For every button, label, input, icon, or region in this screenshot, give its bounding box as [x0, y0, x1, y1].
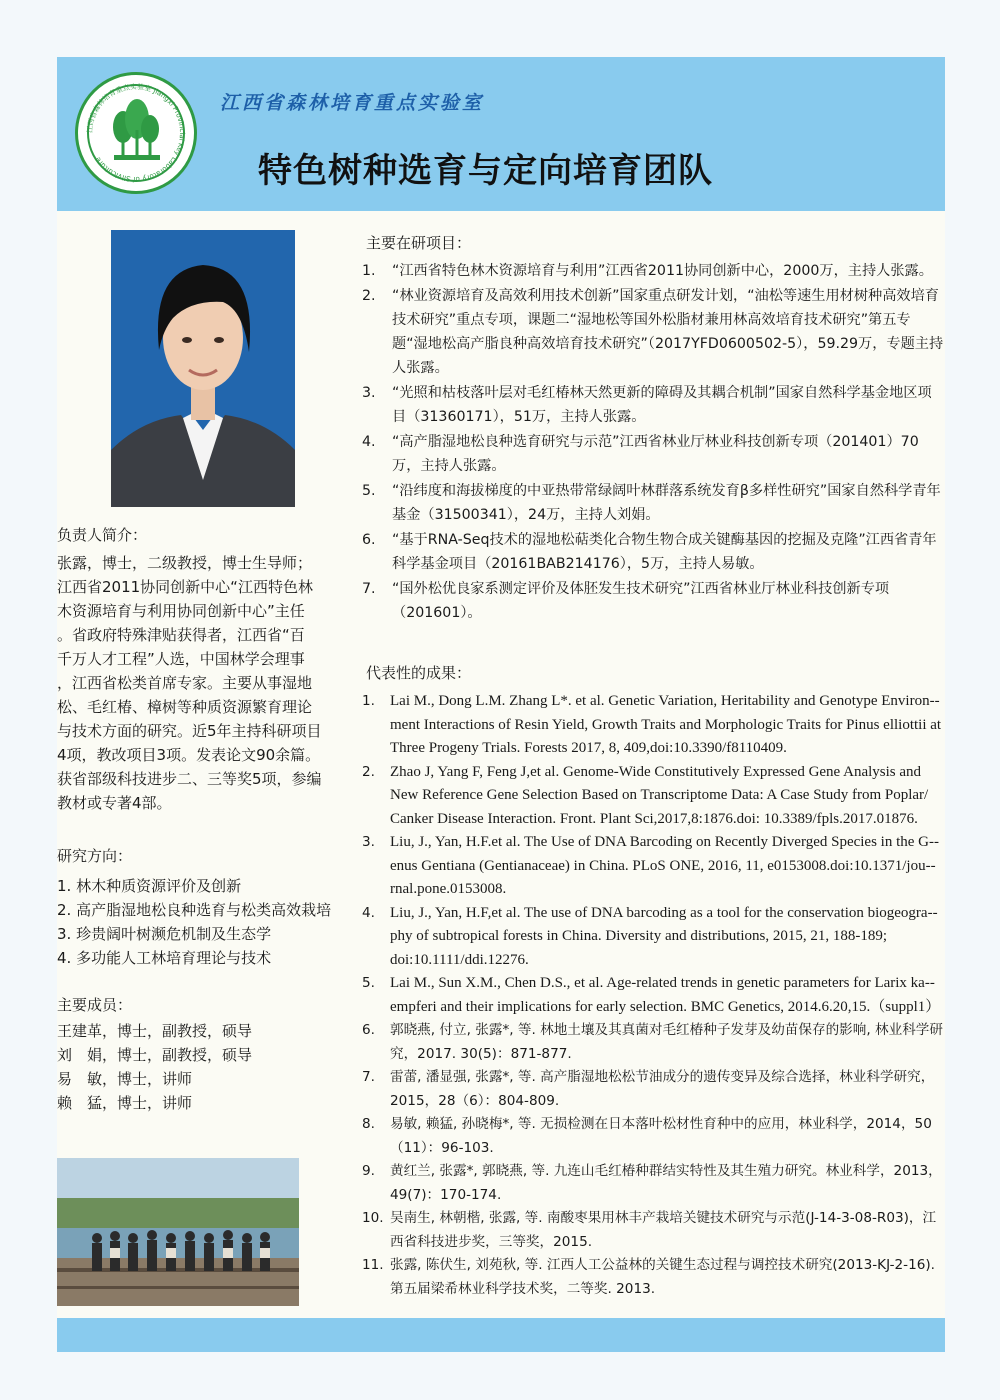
- leader-section: [57, 523, 367, 815]
- bio-line: 江西省2011协同创新中心“江西特色林: [57, 578, 313, 596]
- achievement-item: [362, 831, 945, 902]
- achievements-heading: 代表性的成果：: [366, 664, 472, 682]
- achievement-text: Liu, J., Yan, H.F.et al. The Use of DNA Barcoding on Recently Diverged Species in the G--enus Gentiana (Gentianaceae) in China. PLoS ONE, 2016, 11, e0153008.doi:10.1371/jou--rnal.pone.0153008.: [390, 834, 939, 897]
- leader-heading: 负责人简介：: [57, 526, 148, 544]
- footer-band: [57, 1318, 945, 1352]
- lab-logo: [75, 72, 197, 194]
- project-text: “沿纬度和海拔梯度的中亚热带常绿阔叶林群落系统发育β多样性研究”国家自然科学青年基金（31500341），24万，主持人刘娟。: [392, 483, 941, 523]
- project-text: “高产脂湿地松良种选育研究与示范”江西省林业厅林业科技创新专项（201401）70万，主持人张露。: [392, 434, 919, 474]
- achievement-number: 11.: [362, 1257, 384, 1273]
- achievement-text: 黄红兰, 张露*, 郭晓燕, 等. 九连山毛红椿种群结实特性及其生殖力研究。林业科学，2013，49(7)：170-174.: [390, 1163, 942, 1203]
- team-group-photo: [57, 1158, 299, 1306]
- project-text: “光照和枯枝落叶层对毛红椿林天然更新的障碍及其耦合机制”国家自然科学基金地区项目（31360171），51万，主持人张露。: [392, 385, 932, 425]
- bio-line: ，江西省松类首席专家。主要从事湿地: [57, 674, 313, 692]
- member-item: 易 敏，博士，讲师: [57, 1070, 193, 1088]
- achievement-item: [362, 1207, 945, 1254]
- bio-line: 。省政府特殊津贴获得者，江西省“百: [57, 626, 305, 644]
- project-number: 2.: [362, 288, 376, 304]
- project-number: 3.: [362, 385, 376, 401]
- portrait-image: [111, 230, 295, 507]
- research-section: [57, 844, 367, 970]
- achievement-item: [362, 972, 945, 1019]
- research-item: 3. 珍贵阔叶树濒危机制及生态学: [57, 925, 272, 943]
- achievements-list: [362, 690, 945, 1301]
- achievement-number: 2.: [362, 763, 375, 780]
- team-title: 特色树种选育与定向培育团队: [258, 151, 713, 191]
- achievement-number: 4.: [362, 904, 375, 921]
- project-number: 4.: [362, 434, 376, 450]
- project-number: 7.: [362, 581, 376, 597]
- bio-line: 千万人才工程”人选，中国林学会理事: [57, 650, 305, 668]
- achievement-text: Lai M., Dong L.M. Zhang L*. et al. Genetic Variation, Heritability and Genotype Environ--ment Interactions of Resin Yield, Growth Traits and Morphologic Traits for Pinus elliottii at Three Progeny Trials. Forests 2017, 8, 409,doi:10.3390/f8110409.: [390, 693, 942, 756]
- research-item: 1. 林木种质资源评价及创新: [57, 877, 242, 895]
- leader-bio: [57, 551, 367, 815]
- achievement-text: 易敏, 赖猛, 孙晓梅*, 等. 无损检测在日本落叶松材性育种中的应用，林业科学，2014，50（11）：96-103.: [390, 1116, 932, 1156]
- bio-line: 教材或专著4部。: [57, 794, 172, 812]
- projects-list: [362, 259, 945, 625]
- bio-line: 松、毛红椿、樟树等种质资源繁育理论: [57, 698, 313, 716]
- projects-section: [362, 259, 945, 626]
- members-heading: 主要成员：: [57, 996, 133, 1014]
- project-number: 5.: [362, 483, 376, 499]
- bio-line: 获省部级科技进步二、三等奖5项，参编: [57, 770, 322, 788]
- achievement-number: 3.: [362, 834, 375, 850]
- tree-icon: [78, 75, 194, 191]
- achievement-number: 6.: [362, 1022, 375, 1038]
- achievement-item: [362, 1113, 945, 1160]
- logo-text-path: 江西省森林培育重点实验室 Jiangxi Provincial Key Laboratory of Silviculture: [85, 82, 187, 184]
- achievement-text: 雷蕾, 潘显强, 张露*, 等. 高产脂湿地松松节油成分的遗传变异及综合选择，林业科学研究，2015，28（6）：804-809.: [390, 1069, 935, 1109]
- project-item: [362, 528, 945, 576]
- achievement-number: 9.: [362, 1163, 375, 1179]
- achievement-number: 8.: [362, 1116, 375, 1132]
- achievements-section: [362, 690, 945, 1301]
- research-item: 4. 多功能人工林培育理论与技术: [57, 949, 272, 967]
- members-section: [57, 993, 367, 1115]
- research-item: 2. 高产脂湿地松良种选育与松类高效栽培: [57, 901, 332, 919]
- project-number: 1.: [362, 263, 376, 279]
- achievement-item: [362, 1160, 945, 1207]
- achievement-text: 郭晓燕, 付立, 张露*, 等. 林地土壤及其真菌对毛红椿种子发芽及幼苗保存的影响, 林业科学研究，2017. 30(5)：871-877.: [390, 1022, 943, 1062]
- achievement-number: 7.: [362, 1069, 375, 1085]
- member-item: 赖 猛，博士，讲师: [57, 1094, 193, 1112]
- bio-line: 木资源培育与利用协同创新中心”主任: [57, 602, 305, 620]
- leader-portrait: [111, 230, 295, 507]
- lab-name: 江西省森林培育重点实验室: [220, 92, 485, 114]
- project-item: [362, 479, 945, 527]
- achievement-number: 5.: [362, 975, 375, 991]
- achievement-text: Lai M., Sun X.M., Chen D.S., et al. Age-related trends in genetic parameters for Larix ka--empferi and their implications for early selection. BMC Genetics, 2014.6.20,15.（suppl1）: [390, 975, 941, 1015]
- achievement-item: [362, 1019, 945, 1066]
- project-text: “江西省特色林木资源培育与利用”江西省2011协同创新中心，2000万，主持人张露。: [392, 263, 933, 279]
- achievement-item: [362, 902, 945, 973]
- achievement-number: 10.: [362, 1210, 384, 1226]
- achievement-text: 吴南生, 林朝楷, 张露, 等. 南酸枣果用林丰产栽培关键技术研究与示范(J-14-3-08-R03)，江西省科技进步奖，三等奖，2015.: [390, 1210, 937, 1250]
- achievement-item: [362, 1254, 945, 1301]
- project-text: “国外松优良家系测定评价及体胚发生技术研究”江西省林业厅林业科技创新专项（201601）。: [392, 581, 890, 621]
- project-text: “基于RNA-Seq技术的湿地松萜类化合物生物合成关键酶基因的挖掘及克隆”江西省青年科学基金项目（20161BAB214176），5万，主持人易敏。: [392, 532, 937, 572]
- achievement-number: 1.: [362, 693, 375, 709]
- member-item: 刘 娟，博士，副教授，硕导: [57, 1046, 253, 1064]
- bio-line: 4项，教改项目3项。发表论文90余篇。: [57, 746, 321, 764]
- project-text: “林业资源培育及高效利用技术创新”国家重点研发计划，“油松等速生用材树种高效培育技术研究”重点专项，课题二“湿地松等国外松脂材兼用林高效培育技术研究”第五专题“湿地松高产脂良种高效培育技术研究”（2017YFD0600502-5），59.29万，专题主持人张露。: [392, 288, 944, 376]
- project-item: [362, 381, 945, 429]
- achievement-item: [362, 761, 945, 832]
- project-item: [362, 259, 945, 283]
- achievement-item: [362, 690, 945, 761]
- research-heading: 研究方向：: [57, 847, 133, 865]
- project-item: [362, 430, 945, 478]
- group-photo-image: [57, 1158, 299, 1306]
- project-item: [362, 284, 945, 380]
- project-number: 6.: [362, 532, 376, 548]
- project-item: [362, 577, 945, 625]
- achievement-text: 张露, 陈伏生, 刘苑秋, 等. 江西人工公益林的关键生态过程与调控技术研究(2013-KJ-2-16). 第五届梁希林业科学技术奖，二等奖. 2013.: [390, 1257, 936, 1297]
- projects-heading: 主要在研项目：: [366, 234, 472, 252]
- bio-line: 张露，博士，二级教授，博士生导师；: [57, 554, 313, 572]
- achievement-text: Liu, J., Yan, H.F,et al. The use of DNA barcoding as a tool for the conservation biogeogra--phy of subtropical forests in China. Diversity and distributions, 2015, 21, 188-189; doi:10.1111/ddi.12276.: [390, 904, 938, 968]
- member-item: 王建革，博士，副教授，硕导: [57, 1022, 253, 1040]
- achievement-text: Zhao J, Yang F, Feng J,et al. Genome-Wide Constitutively Expressed Gene Analysis and New Reference Gene Selection Based on Transcriptome Data: A Case Study from Poplar/ Canker Disease Interaction. Front. Plant Sci,2017,8:1876.doi: 10.3389/fpls.2017.01876.: [390, 763, 929, 827]
- bio-line: 与技术方面的研究。近5年主持科研项目: [57, 722, 322, 740]
- achievement-item: [362, 1066, 945, 1113]
